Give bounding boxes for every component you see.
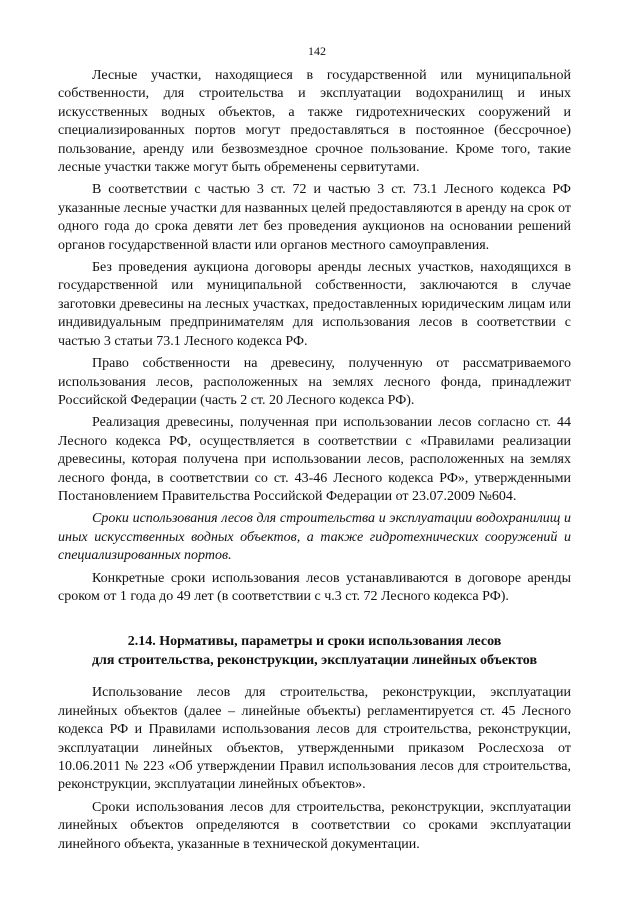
page-number: 142	[308, 44, 326, 58]
section-heading-line-2: для строительства, реконструкции, эксплуатации линейных объектов	[91, 653, 538, 669]
document-body	[58, 67, 571, 858]
paragraph-timber-sale: Реализация древесины, полученная при использовании лесов согласно ст. 44 Лесного кодекса РФ, осуществляется в соответствии с «Правилами реализации древесины, которая получена при использовании лесов, расположенных на землях лесного фонда, в соответствии со ст. 43-46 Лесного кодекса РФ», утвержденными Постановлением Правительства Российской Федерации от 23.07.2009 №604.	[58, 415, 571, 504]
section-heading	[58, 632, 571, 670]
paragraph-terms-subheading: Сроки использования лесов для строительства и эксплуатации водохранилищ и иных искусственных водных объектов, а также гидротехнических сооружений и специализированных портов.	[58, 511, 571, 564]
section-heading-line-1: 2.14. Нормативы, параметры и сроки использования лесов	[127, 634, 502, 650]
paragraph-specific-terms: Конкретные сроки использования лесов устанавливаются в договоре аренды сроком от 1 года до 49 лет (в соответствии с ч.3 ст. 72 Лесного кодекса РФ).	[58, 570, 571, 604]
paragraph-lease-term: В соответствии с частью 3 ст. 72 и частью 3 ст. 73.1 Лесного кодекса РФ указанные лесные участки для названных целей предоставляются в аренду на срок от одного года до срока девяти лет без проведения аукционов на основании решений органов государственной власти или органов местного самоуправления.	[58, 182, 571, 253]
paragraph-linear-terms: Сроки использования лесов для строительства, реконструкции, эксплуатации линейных объектов определяются в соответствии со сроками эксплуатации линейного объекта, указанные в технической документации.	[58, 799, 571, 852]
paragraph-linear-objects: Использование лесов для строительства, реконструкции, эксплуатации линейных объектов (далее – линейные объекты) регламентируется ст. 45 Лесного кодекса РФ и Правилами использования лесов для строительства, реконструкции, эксплуатации линейных объектов, утвержденными приказом Рослесхоза от 10.06.2011 № 223 «Об утверждении Правил использования лесов для строительства, реконструкции, эксплуатации линейных объектов».	[58, 685, 571, 793]
paragraph-lease-types: Лесные участки, находящиеся в государственной или муниципальной собственности, для строительства и эксплуатации водохранилищ и иных искусственных водных объектов, а также гидротехнических сооружений и специализированных портов могут предоставляться в постоянное (бессрочное) пользование, аренду или безвозмездное срочное пользование. Кроме того, такие лесные участки также могут быть обременены сервитутами.	[58, 68, 571, 176]
paragraph-no-auction: Без проведения аукциона договоры аренды лесных участков, находящихся в государственной или муниципальной собственности, заключаются в случае заготовки древесины на лесных участках, предоставленных юридическим лицам или индивидуальным предпринимателям для использования лесов в соответствии с частью 3 статьи 73.1 Лесного кодекса РФ.	[58, 260, 571, 349]
paragraph-ownership: Право собственности на древесину, полученную от рассматриваемого использования лесов, расположенных на землях лесного фонда, принадлежит Российской Федерации (часть 2 ст. 20 Лесного кодекса РФ).	[58, 356, 571, 408]
